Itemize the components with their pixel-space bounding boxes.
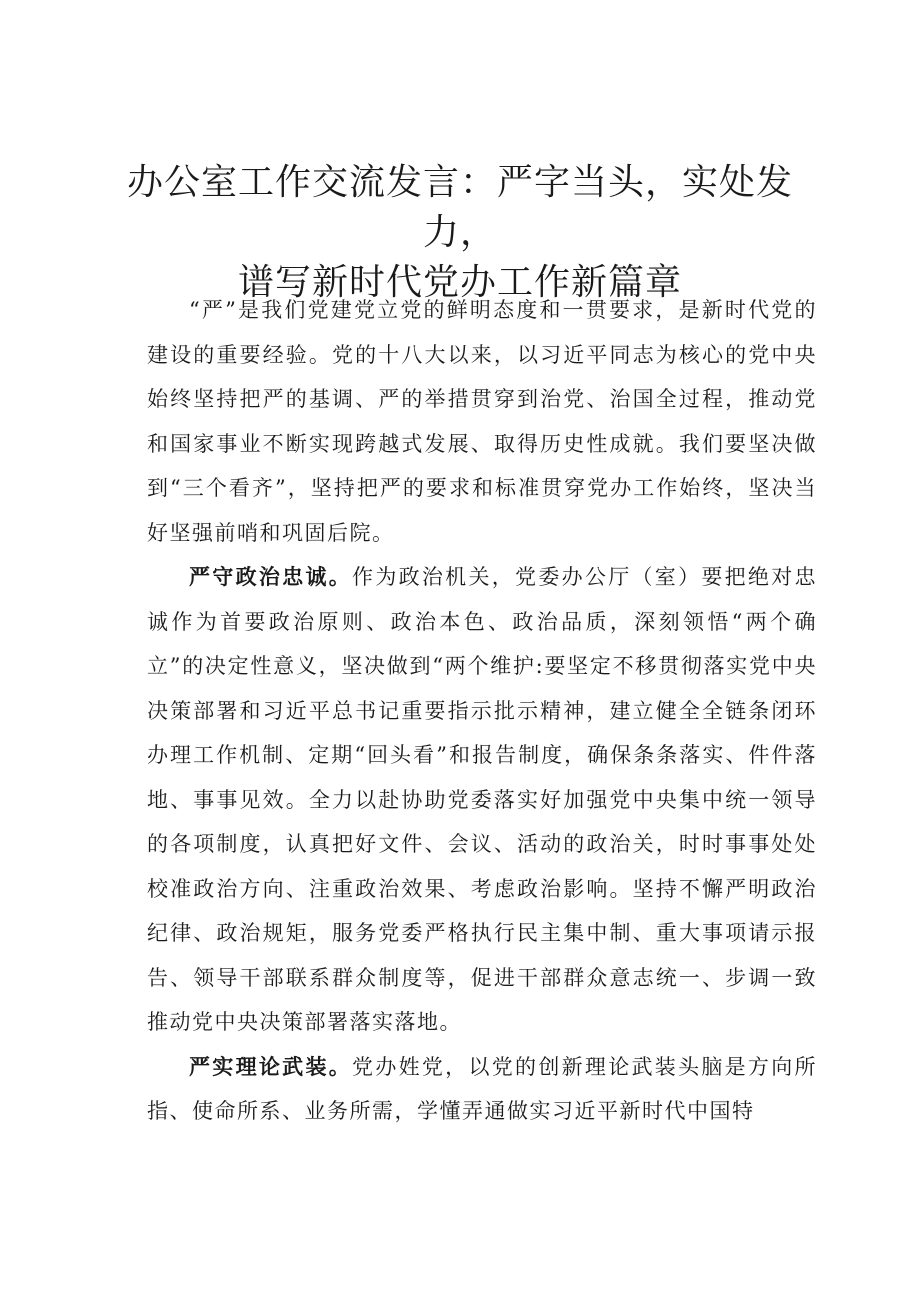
title-line-2: 谱写新时代党办工作新篇章: [237, 262, 682, 303]
paragraph-political-loyalty: [147, 555, 817, 1045]
paragraph-lead-heading: 严实理论武装。: [189, 1054, 353, 1079]
paragraph-text: 党办姓党，以党的创新理论武装头脑是方向所指、使命所系、业务所需，学懂弄通做实习近平新时代中国特: [147, 1054, 818, 1123]
paragraph-lead-heading: 严守政治忠诚。: [189, 565, 353, 589]
paragraph-theory-armament: [147, 1045, 817, 1134]
paragraph-intro: [147, 288, 817, 555]
title-line-1: 办公室工作交流发言：严字当头，实处发力，: [126, 162, 793, 253]
document-title: [110, 158, 810, 308]
document-body: [147, 288, 817, 1134]
paragraph-text: 作为政治机关，党委办公厅（室）要把绝对忠诚作为首要政治原则、政治本色、政治品质，深刻领悟“两个确立”的决定性意义，坚决做到“两个维护:要坚定不移贯彻落实党中央决策部署和习近平总书记重要指示批示精神，建立健全全链条闭环办理工作机制、定期“回头看”和报告制度，确保条条落实、件件落地、事事见效。全力以赴协助党委落实好加强党中央集中统一领导的各项制度，认真把好文件、会议、活动的政治关，时时事事处处校准政治方向、注重政治效果、考虑政治影响。坚持不懈严明政治纪律、政治规矩，服务党委严格执行民主集中制、重大事项请示报告、领导干部联系群众制度等，促进干部群众意志统一、步调一致推动党中央决策部署落实落地。: [147, 565, 818, 1034]
paragraph-text: “严”是我们党建党立党的鲜明态度和一贯要求，是新时代党的建设的重要经验。党的十八大以来，以习近平同志为核心的党中央始终坚持把严的基调、严的举措贯穿到治党、治国全过程，推动党和国家事业不断实现跨越式发展、取得历史性成就。我们要坚决做到“三个看齐”，坚持把严的要求和标准贯穿党办工作始终，坚决当好坚强前哨和巩固后院。: [147, 298, 817, 545]
